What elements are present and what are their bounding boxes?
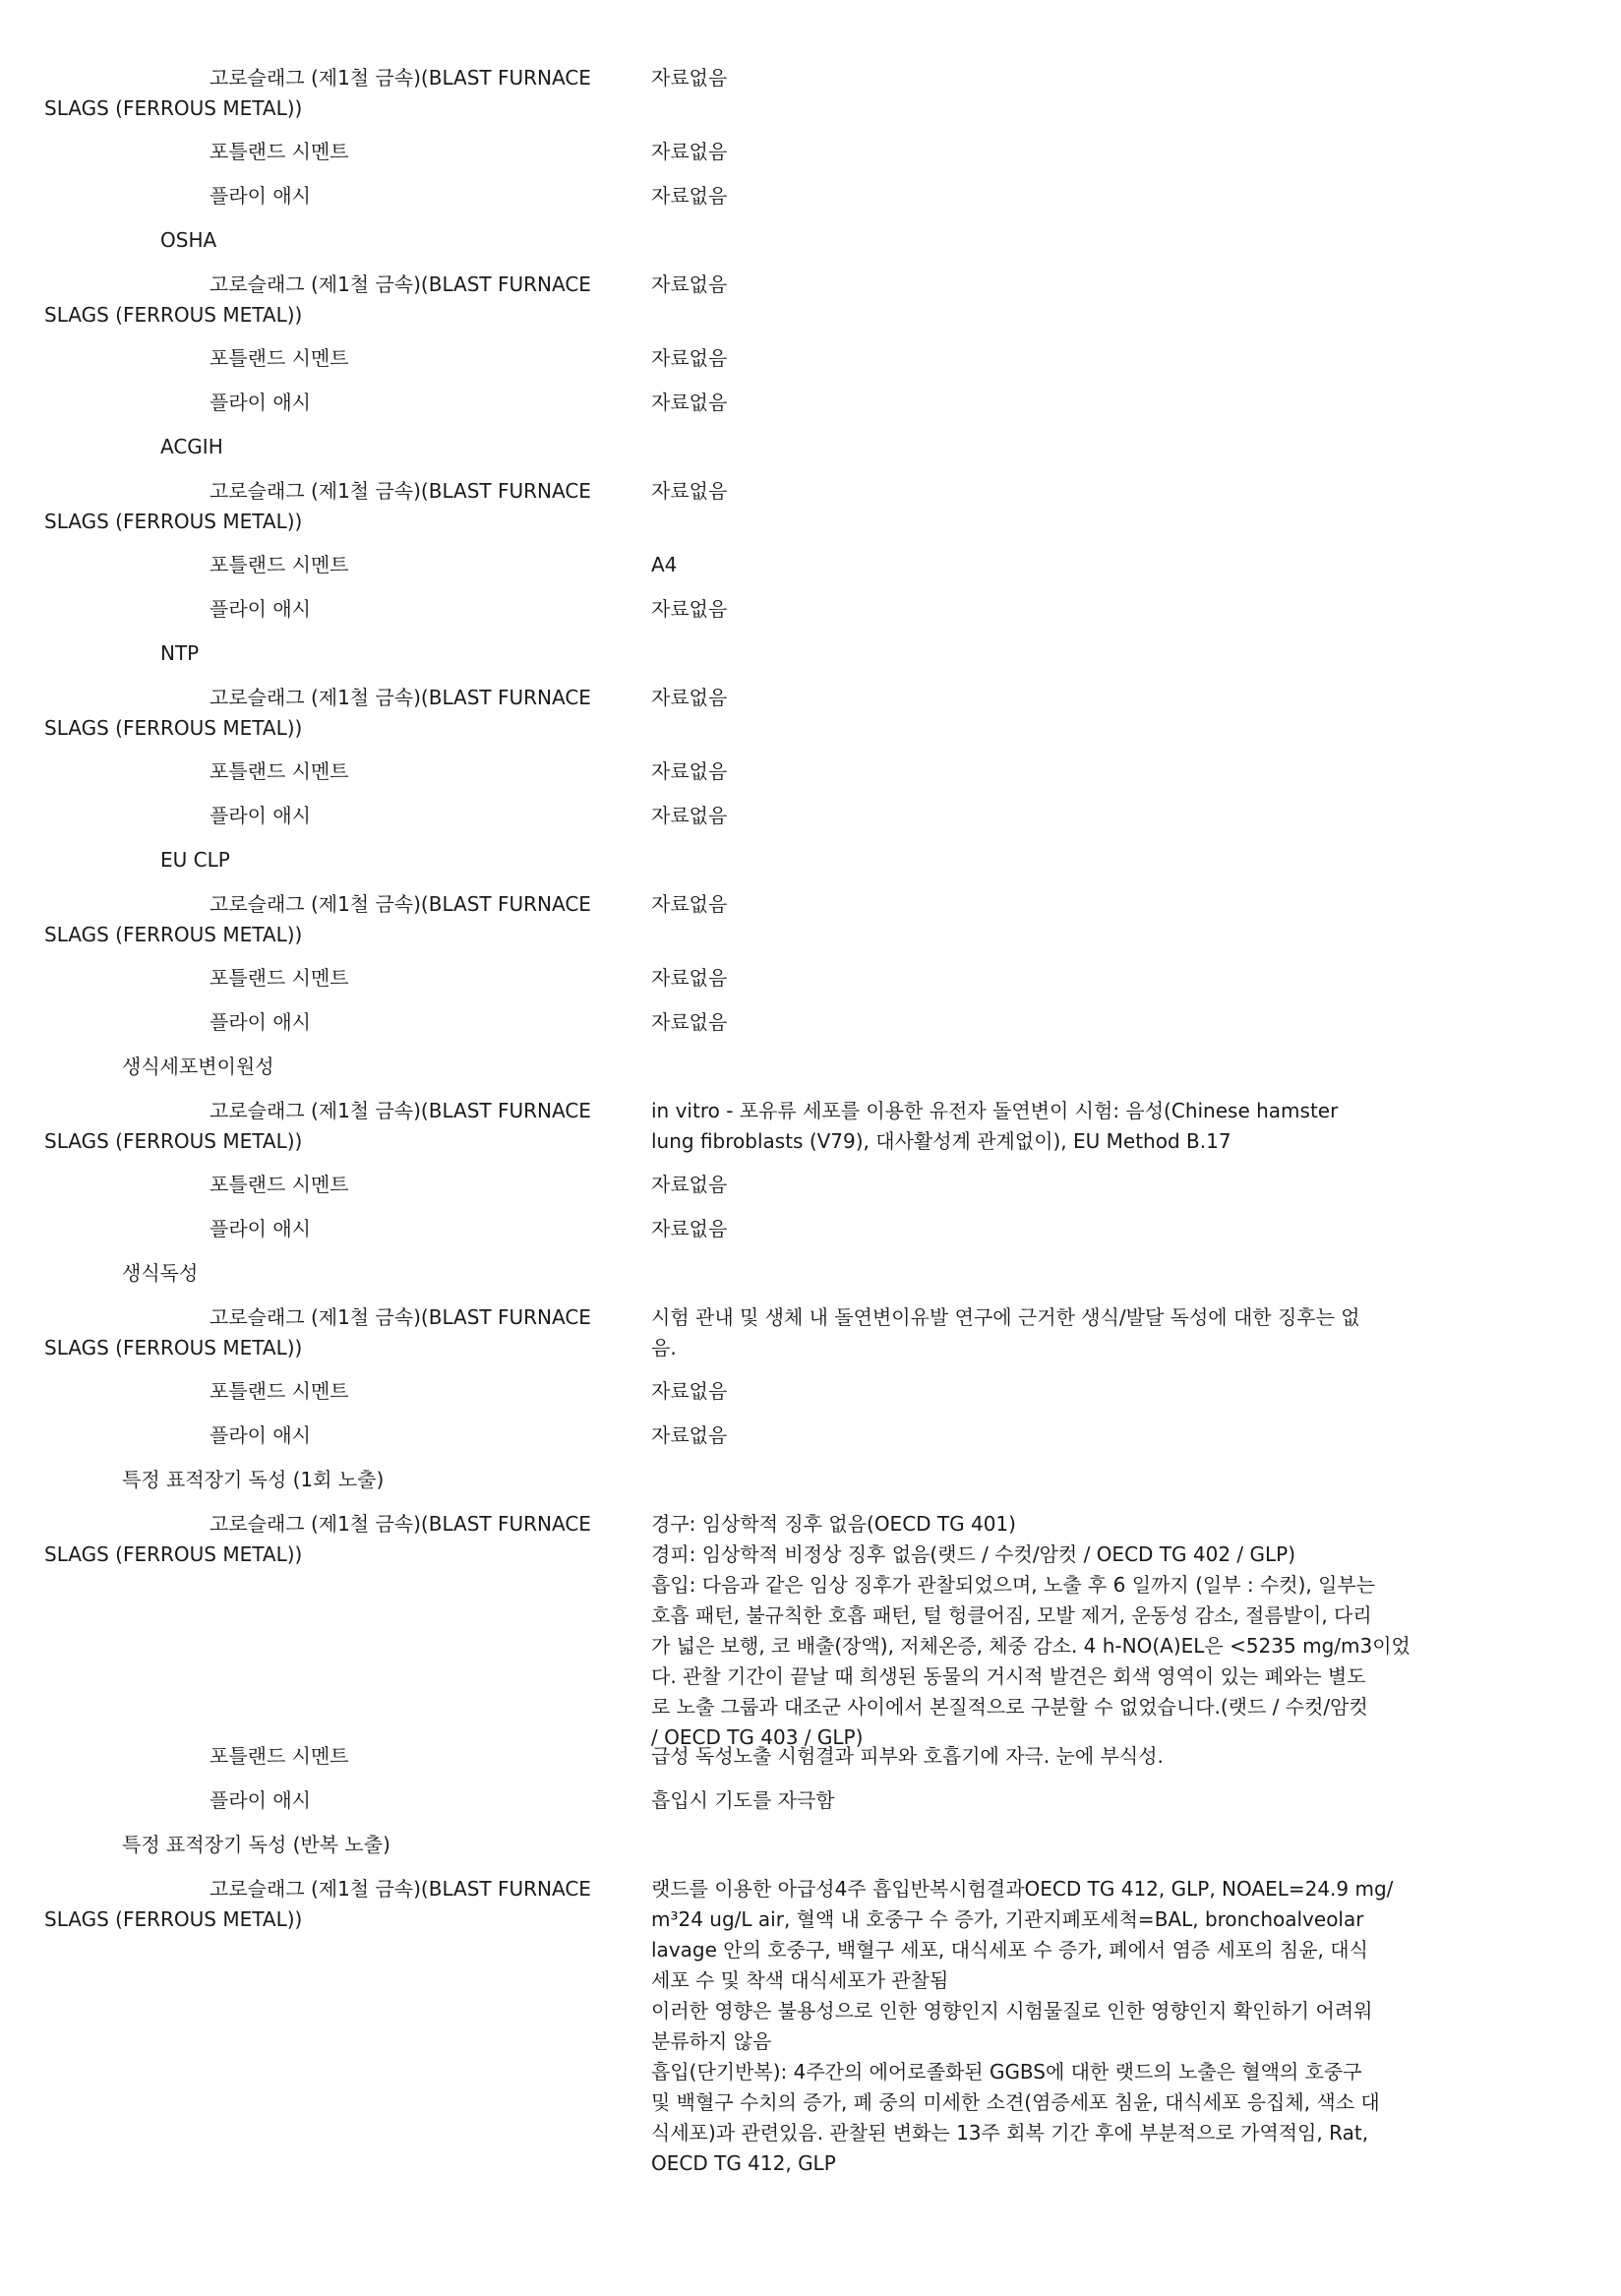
toxicity-value bbox=[651, 1096, 1446, 1157]
toxicity-value-line: 경피: 임상학적 비정상 징후 없음(랫드 / 수컷/암컷 / OECD TG 402 / GLP) bbox=[651, 1542, 1295, 1566]
substance-name bbox=[44, 1170, 634, 1200]
toxicity-value-line: 자료없음 bbox=[651, 66, 728, 90]
toxicity-value bbox=[651, 1214, 1446, 1244]
substance-name-line: SLAGS (FERROUS METAL)) bbox=[44, 303, 303, 327]
substance-name-line: SLAGS (FERROUS METAL)) bbox=[44, 96, 303, 120]
toxicity-value-line: 이러한 영향은 불용성으로 인한 영향인지 시험물질로 인한 영향인지 확인하기 어려워 bbox=[651, 1999, 1373, 2023]
toxicity-value-line: 다. 관찰 기간이 끝날 때 희생된 동물의 거시적 발견은 회색 영역이 있는 폐와는 별도 bbox=[651, 1664, 1366, 1688]
substance-name-line: 고로슬래그 (제1철 금속)(BLAST FURNACE bbox=[210, 1877, 591, 1901]
substance-name-line: 고로슬래그 (제1철 금속)(BLAST FURNACE bbox=[210, 1305, 591, 1329]
toxicity-value bbox=[651, 63, 1446, 93]
toxicity-value bbox=[651, 1170, 1446, 1200]
substance-name bbox=[44, 1509, 634, 1570]
section-heading-text: EU CLP bbox=[160, 848, 230, 872]
toxicity-value-line: 자료없음 bbox=[651, 686, 728, 709]
substance-name-line: 포틀랜드 시멘트 bbox=[210, 759, 349, 783]
toxicity-value-line: 자료없음 bbox=[651, 966, 728, 990]
toxicity-value bbox=[651, 594, 1446, 625]
substance-name bbox=[44, 594, 634, 625]
substance-name bbox=[44, 756, 634, 787]
toxicity-value-line: 자료없음 bbox=[651, 759, 728, 783]
section-heading-text: NTP bbox=[160, 641, 200, 665]
toxicity-value-line: 자료없음 bbox=[651, 1379, 728, 1403]
toxicity-value bbox=[651, 1007, 1446, 1038]
toxicity-value-line: 호흡 패턴, 불규칙한 호흡 패턴, 털 헝클어짐, 모발 제거, 운동성 감소, 절름발이, 다리 bbox=[651, 1603, 1372, 1627]
substance-name-line: SLAGS (FERROUS METAL)) bbox=[44, 1129, 303, 1153]
substance-name bbox=[44, 270, 634, 331]
substance-name-line: 포틀랜드 시멘트 bbox=[210, 140, 349, 163]
toxicity-value-line: 자료없음 bbox=[651, 272, 728, 296]
substance-name-line: 플라이 애시 bbox=[210, 184, 311, 208]
substance-name-line: 플라이 애시 bbox=[210, 1010, 311, 1034]
toxicity-value-line: 자료없음 bbox=[651, 1010, 728, 1034]
substance-name bbox=[44, 801, 634, 831]
section-heading-text: OSHA bbox=[160, 228, 217, 252]
substance-name-line: 포틀랜드 시멘트 bbox=[210, 346, 349, 370]
substance-name bbox=[44, 388, 634, 418]
toxicity-value bbox=[651, 270, 1446, 300]
toxicity-value bbox=[651, 550, 1446, 580]
substance-name-line: 고로슬래그 (제1철 금속)(BLAST FURNACE bbox=[210, 479, 591, 503]
substance-name bbox=[44, 137, 634, 167]
substance-name bbox=[44, 1785, 634, 1816]
toxicity-value-line: 세포 수 및 착색 대식세포가 관찰됨 bbox=[651, 1968, 949, 1992]
toxicity-value-line: 자료없음 bbox=[651, 892, 728, 916]
substance-name bbox=[44, 963, 634, 994]
toxicity-value-line: lavage 안의 호중구, 백혈구 세포, 대식세포 수 증가, 폐에서 염증 세포의 침윤, 대식 bbox=[651, 1938, 1368, 1962]
toxicity-value-line: A4 bbox=[651, 553, 678, 576]
toxicity-value bbox=[651, 181, 1446, 211]
toxicity-value-line: 흡입시 기도를 자극함 bbox=[651, 1788, 835, 1812]
substance-name-line: 플라이 애시 bbox=[210, 1217, 311, 1240]
substance-name-line: 플라이 애시 bbox=[210, 597, 311, 621]
toxicity-value bbox=[651, 476, 1446, 507]
substance-name-line: 포틀랜드 시멘트 bbox=[210, 1173, 349, 1196]
toxicity-value-line: 및 백혈구 수치의 증가, 폐 중의 미세한 소견(염증세포 침윤, 대식세포 응집체, 색소 대 bbox=[651, 2090, 1380, 2114]
substance-name bbox=[44, 1302, 634, 1363]
substance-name bbox=[44, 1420, 634, 1451]
toxicity-value bbox=[651, 343, 1446, 374]
substance-name-line: 포틀랜드 시멘트 bbox=[210, 553, 349, 576]
substance-name bbox=[44, 1214, 634, 1244]
toxicity-value bbox=[651, 137, 1446, 167]
toxicity-value-line: 흡입(단기반복): 4주간의 에어로졸화된 GGBS에 대한 랫드의 노출은 혈액의 호중구 bbox=[651, 2060, 1362, 2084]
substance-name-line: 고로슬래그 (제1철 금속)(BLAST FURNACE bbox=[210, 272, 591, 296]
toxicity-value bbox=[651, 1376, 1446, 1407]
section-heading-text: 생식독성 bbox=[122, 1261, 199, 1285]
substance-name-line: 고로슬래그 (제1철 금속)(BLAST FURNACE bbox=[210, 892, 591, 916]
toxicity-value-line: lung fibroblasts (V79), 대사활성계 관계없이), EU Method B.17 bbox=[651, 1129, 1231, 1153]
toxicity-value-line: m³24 ug/L air, 혈액 내 호중구 수 증가, 기관지폐포세척=BAL, bronchoalveolar bbox=[651, 1907, 1364, 1931]
toxicity-value-line: 자료없음 bbox=[651, 1423, 728, 1447]
toxicity-value-line: 자료없음 bbox=[651, 391, 728, 414]
substance-name-line: SLAGS (FERROUS METAL)) bbox=[44, 1336, 303, 1359]
toxicity-value-line: in vitro - 포유류 세포를 이용한 유전자 돌연변이 시험: 음성(Chinese hamster bbox=[651, 1099, 1339, 1122]
substance-name bbox=[44, 1874, 634, 1935]
substance-name-line: SLAGS (FERROUS METAL)) bbox=[44, 923, 303, 946]
substance-name bbox=[44, 1007, 634, 1038]
substance-name-line: 고로슬래그 (제1철 금속)(BLAST FURNACE bbox=[210, 1099, 591, 1122]
toxicity-value-line: 음. bbox=[651, 1336, 677, 1359]
toxicity-value-line: 자료없음 bbox=[651, 1217, 728, 1240]
toxicity-value-line: 자료없음 bbox=[651, 479, 728, 503]
toxicity-value-line: 자료없음 bbox=[651, 140, 728, 163]
toxicity-value-line: 경구: 임상학적 징후 없음(OECD TG 401) bbox=[651, 1512, 1016, 1536]
toxicity-value bbox=[651, 388, 1446, 418]
section-heading-text: 생식세포변이원성 bbox=[122, 1055, 274, 1078]
toxicity-value-line: / OECD TG 403 / GLP) bbox=[651, 1725, 864, 1749]
section-heading-text: 특정 표적장기 독성 (반복 노출) bbox=[122, 1833, 390, 1856]
toxicity-value bbox=[651, 1785, 1446, 1816]
substance-name-line: 플라이 애시 bbox=[210, 1423, 311, 1447]
section-heading-text: ACGIH bbox=[160, 435, 223, 458]
substance-name bbox=[44, 550, 634, 580]
substance-name bbox=[44, 889, 634, 950]
toxicity-value bbox=[651, 1874, 1446, 2179]
substance-name-line: 고로슬래그 (제1철 금속)(BLAST FURNACE bbox=[210, 686, 591, 709]
toxicity-value-line: 자료없음 bbox=[651, 804, 728, 827]
substance-name bbox=[44, 1096, 634, 1157]
substance-name bbox=[44, 683, 634, 744]
substance-name-line: 플라이 애시 bbox=[210, 1788, 311, 1812]
substance-name-line: 고로슬래그 (제1철 금속)(BLAST FURNACE bbox=[210, 66, 591, 90]
toxicity-value-line: 자료없음 bbox=[651, 597, 728, 621]
toxicity-value bbox=[651, 963, 1446, 994]
substance-name-line: 포틀랜드 시멘트 bbox=[210, 1744, 349, 1768]
toxicity-value-line: 흡입: 다음과 같은 임상 징후가 관찰되었으며, 노출 후 6 일까지 (일부 : 수컷), 일부는 bbox=[651, 1573, 1376, 1597]
substance-name bbox=[44, 476, 634, 537]
toxicity-value bbox=[651, 1741, 1446, 1772]
substance-name-line: SLAGS (FERROUS METAL)) bbox=[44, 510, 303, 533]
substance-name-line: 플라이 애시 bbox=[210, 804, 311, 827]
toxicity-value-line: 급성 독성노출 시험결과 피부와 호흡기에 자극. 눈에 부식성. bbox=[651, 1744, 1164, 1768]
toxicity-value-line: 식세포)과 관련있음. 관찰된 변화는 13주 회복 기간 후에 부분적으로 가역적임, Rat, bbox=[651, 2121, 1369, 2145]
toxicity-value bbox=[651, 1509, 1446, 1753]
toxicity-value bbox=[651, 1420, 1446, 1451]
toxicity-value bbox=[651, 889, 1446, 920]
substance-name-line: SLAGS (FERROUS METAL)) bbox=[44, 1542, 303, 1566]
toxicity-value bbox=[651, 683, 1446, 713]
substance-name-line: SLAGS (FERROUS METAL)) bbox=[44, 716, 303, 740]
toxicity-value-line: 시험 관내 및 생체 내 돌연변이유발 연구에 근거한 생식/발달 독성에 대한 징후는 없 bbox=[651, 1305, 1360, 1329]
section-heading-text: 특정 표적장기 독성 (1회 노출) bbox=[122, 1468, 385, 1491]
toxicity-value bbox=[651, 756, 1446, 787]
substance-name-line: 플라이 애시 bbox=[210, 391, 311, 414]
toxicity-value-line: OECD TG 412, GLP bbox=[651, 2151, 836, 2175]
substance-name-line: SLAGS (FERROUS METAL)) bbox=[44, 1907, 303, 1931]
substance-name-line: 포틀랜드 시멘트 bbox=[210, 1379, 349, 1403]
substance-name bbox=[44, 1376, 634, 1407]
toxicity-value-line: 자료없음 bbox=[651, 346, 728, 370]
substance-name-line: 포틀랜드 시멘트 bbox=[210, 966, 349, 990]
substance-name bbox=[44, 181, 634, 211]
toxicity-value-line: 로 노출 그룹과 대조군 사이에서 본질적으로 구분할 수 없었습니다.(랫드 / 수컷/암컷 bbox=[651, 1695, 1368, 1719]
toxicity-value-line: 자료없음 bbox=[651, 1173, 728, 1196]
toxicity-value-line: 분류하지 않음 bbox=[651, 2029, 772, 2053]
toxicity-value-line: 랫드를 이용한 아급성4주 흡입반복시험결과OECD TG 412, GLP, NOAEL=24.9 mg/ bbox=[651, 1877, 1394, 1901]
toxicity-value bbox=[651, 801, 1446, 831]
substance-name bbox=[44, 63, 634, 124]
substance-name bbox=[44, 343, 634, 374]
substance-name bbox=[44, 1741, 634, 1772]
toxicity-value-line: 가 넓은 보행, 코 배출(장액), 저체온증, 체중 감소. 4 h-NO(A)EL은 <5235 mg/m3이었 bbox=[651, 1634, 1411, 1658]
substance-name-line: 고로슬래그 (제1철 금속)(BLAST FURNACE bbox=[210, 1512, 591, 1536]
toxicity-value-line: 자료없음 bbox=[651, 184, 728, 208]
toxicity-value bbox=[651, 1302, 1446, 1363]
